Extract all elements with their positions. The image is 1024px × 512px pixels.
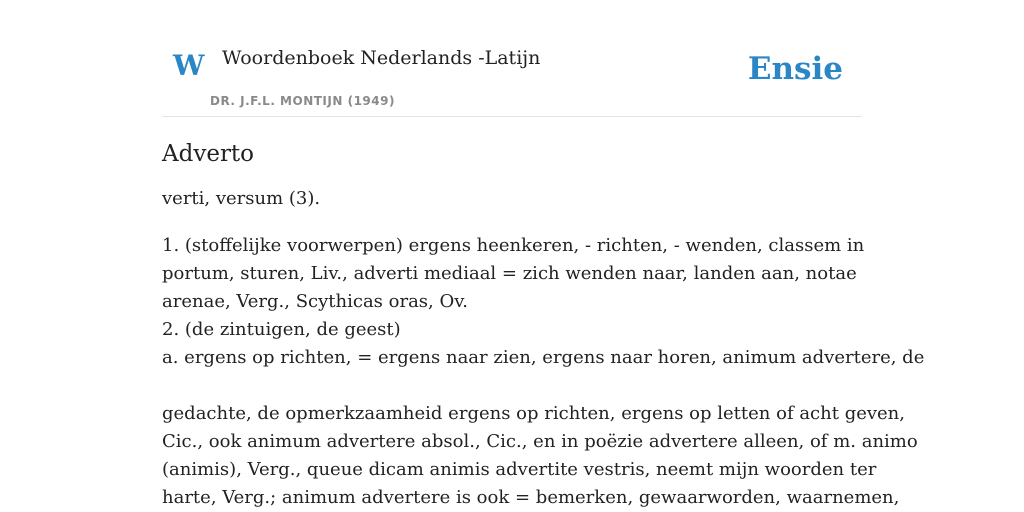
entry-title: Adverto (162, 141, 255, 167)
entry-body (162, 232, 925, 512)
body-line: 2. (de zintuigen, de geest) (162, 319, 401, 340)
dictionary-author: DR. J.F.L. MONTIJN (1949) (210, 94, 395, 108)
entry-intro: verti, versum (3). (162, 188, 321, 209)
body-line: a. ergens op richten, = ergens naar zien, ergens naar horen, animum advertere, de (162, 347, 925, 368)
body-line: arenae, Verg., Scythicas oras, Ov. (162, 291, 468, 312)
dictionary-header (162, 0, 862, 117)
body-line: 1. (stoffelijke voorwerpen) ergens heenkeren, - richten, - wenden, classem in (162, 235, 865, 256)
body-line: gedachte, de opmerkzaamheid ergens op richten, ergens op letten of acht geven, (162, 403, 906, 424)
dictionary-logo[interactable]: W (173, 49, 205, 82)
ensie-brand-logo[interactable]: Ensie (747, 51, 843, 87)
entry-content (162, 137, 925, 512)
body-line: Cic., ook animum advertere absol., Cic., en in poëzie advertere alleen, of m. animo (162, 431, 918, 452)
body-line: (animis), Verg., queue dicam animis advertite vestris, neemt mijn woorden ter (162, 459, 877, 480)
line-break (162, 372, 862, 400)
dictionary-title[interactable]: Woordenboek Nederlands -Latijn (222, 47, 541, 69)
body-line: portum, sturen, Liv., adverti mediaal = zich wenden naar, landen aan, notae (162, 263, 857, 284)
body-line: harte, Verg.; animum advertere is ook = bemerken, gewaarworden, waarnemen, (162, 487, 900, 508)
